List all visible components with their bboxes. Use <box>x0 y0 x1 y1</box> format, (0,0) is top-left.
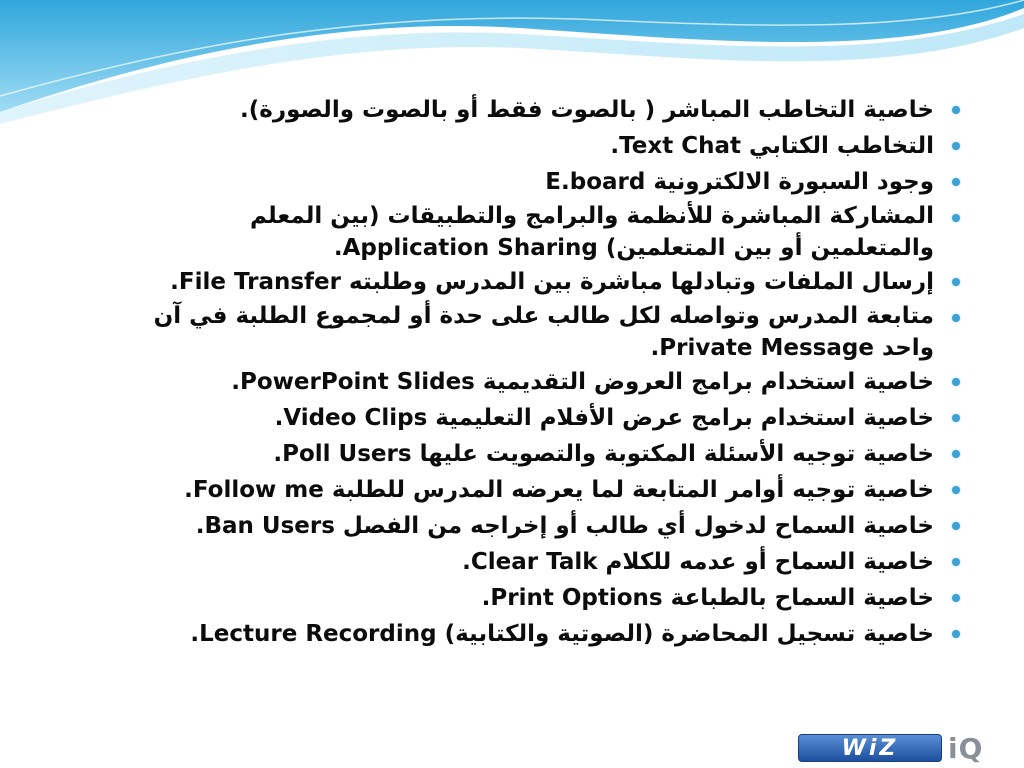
list-item: خاصية السماح بالطباعة Print Options. <box>130 580 960 616</box>
bullet-dot-icon <box>952 522 960 530</box>
bullet-dot-icon <box>952 414 960 422</box>
list-item: خاصية التخاطب المباشر ( بالصوت فقط أو بالصوت والصورة). <box>130 92 960 128</box>
wiziq-logo <box>798 733 1016 763</box>
list-item: وجود السبورة الالكترونية E.board <box>130 164 960 200</box>
list-item: إرسال الملفات وتبادلها مباشرة بين المدرس وطلبته File Transfer. <box>130 264 960 300</box>
list-item: متابعة المدرس وتواصله لكل طالب على حدة أو لمجموع الطلبة في آن واحد Private Message. <box>130 300 960 364</box>
bullet-dot-icon <box>952 314 960 322</box>
logo-iq-text: iQ <box>948 731 984 765</box>
list-item: خاصية استخدام برامج عرض الأفلام التعليمية Video Clips. <box>130 400 960 436</box>
list-item: التخاطب الكتابي Text Chat. <box>130 128 960 164</box>
list-item: خاصية توجيه أوامر المتابعة لما يعرضه المدرس للطلبة Follow me. <box>130 472 960 508</box>
list-item: خاصية استخدام برامج العروض التقديمية PowerPoint Slides. <box>130 364 960 400</box>
bullet-dot-icon <box>952 214 960 222</box>
bullet-dot-icon <box>952 486 960 494</box>
list-item: المشاركة المباشرة للأنظمة والبرامج والتطبيقات (بين المعلم والمتعلمين أو بين المتعلمين) Application Sharing. <box>130 200 960 264</box>
bullet-dot-icon <box>952 450 960 458</box>
feature-bullet-list <box>130 92 960 652</box>
bullet-dot-icon <box>952 558 960 566</box>
list-item: خاصية السماح لدخول أي طالب أو إخراجه من الفصل Ban Users. <box>130 508 960 544</box>
list-item: خاصية توجيه الأسئلة المكتوبة والتصويت عليها Poll Users. <box>130 436 960 472</box>
bullet-dot-icon <box>952 142 960 150</box>
bullet-dot-icon <box>952 278 960 286</box>
list-item: خاصية السماح أو عدمه للكلام Clear Talk. <box>130 544 960 580</box>
list-item: خاصية تسجيل المحاضرة (الصوتية والكتابية) Lecture Recording. <box>130 616 960 652</box>
bullet-dot-icon <box>952 106 960 114</box>
bullet-dot-icon <box>952 378 960 386</box>
logo-wiz-text: WiZ <box>798 734 942 762</box>
bullet-dot-icon <box>952 178 960 186</box>
bullet-dot-icon <box>952 630 960 638</box>
bullet-dot-icon <box>952 594 960 602</box>
